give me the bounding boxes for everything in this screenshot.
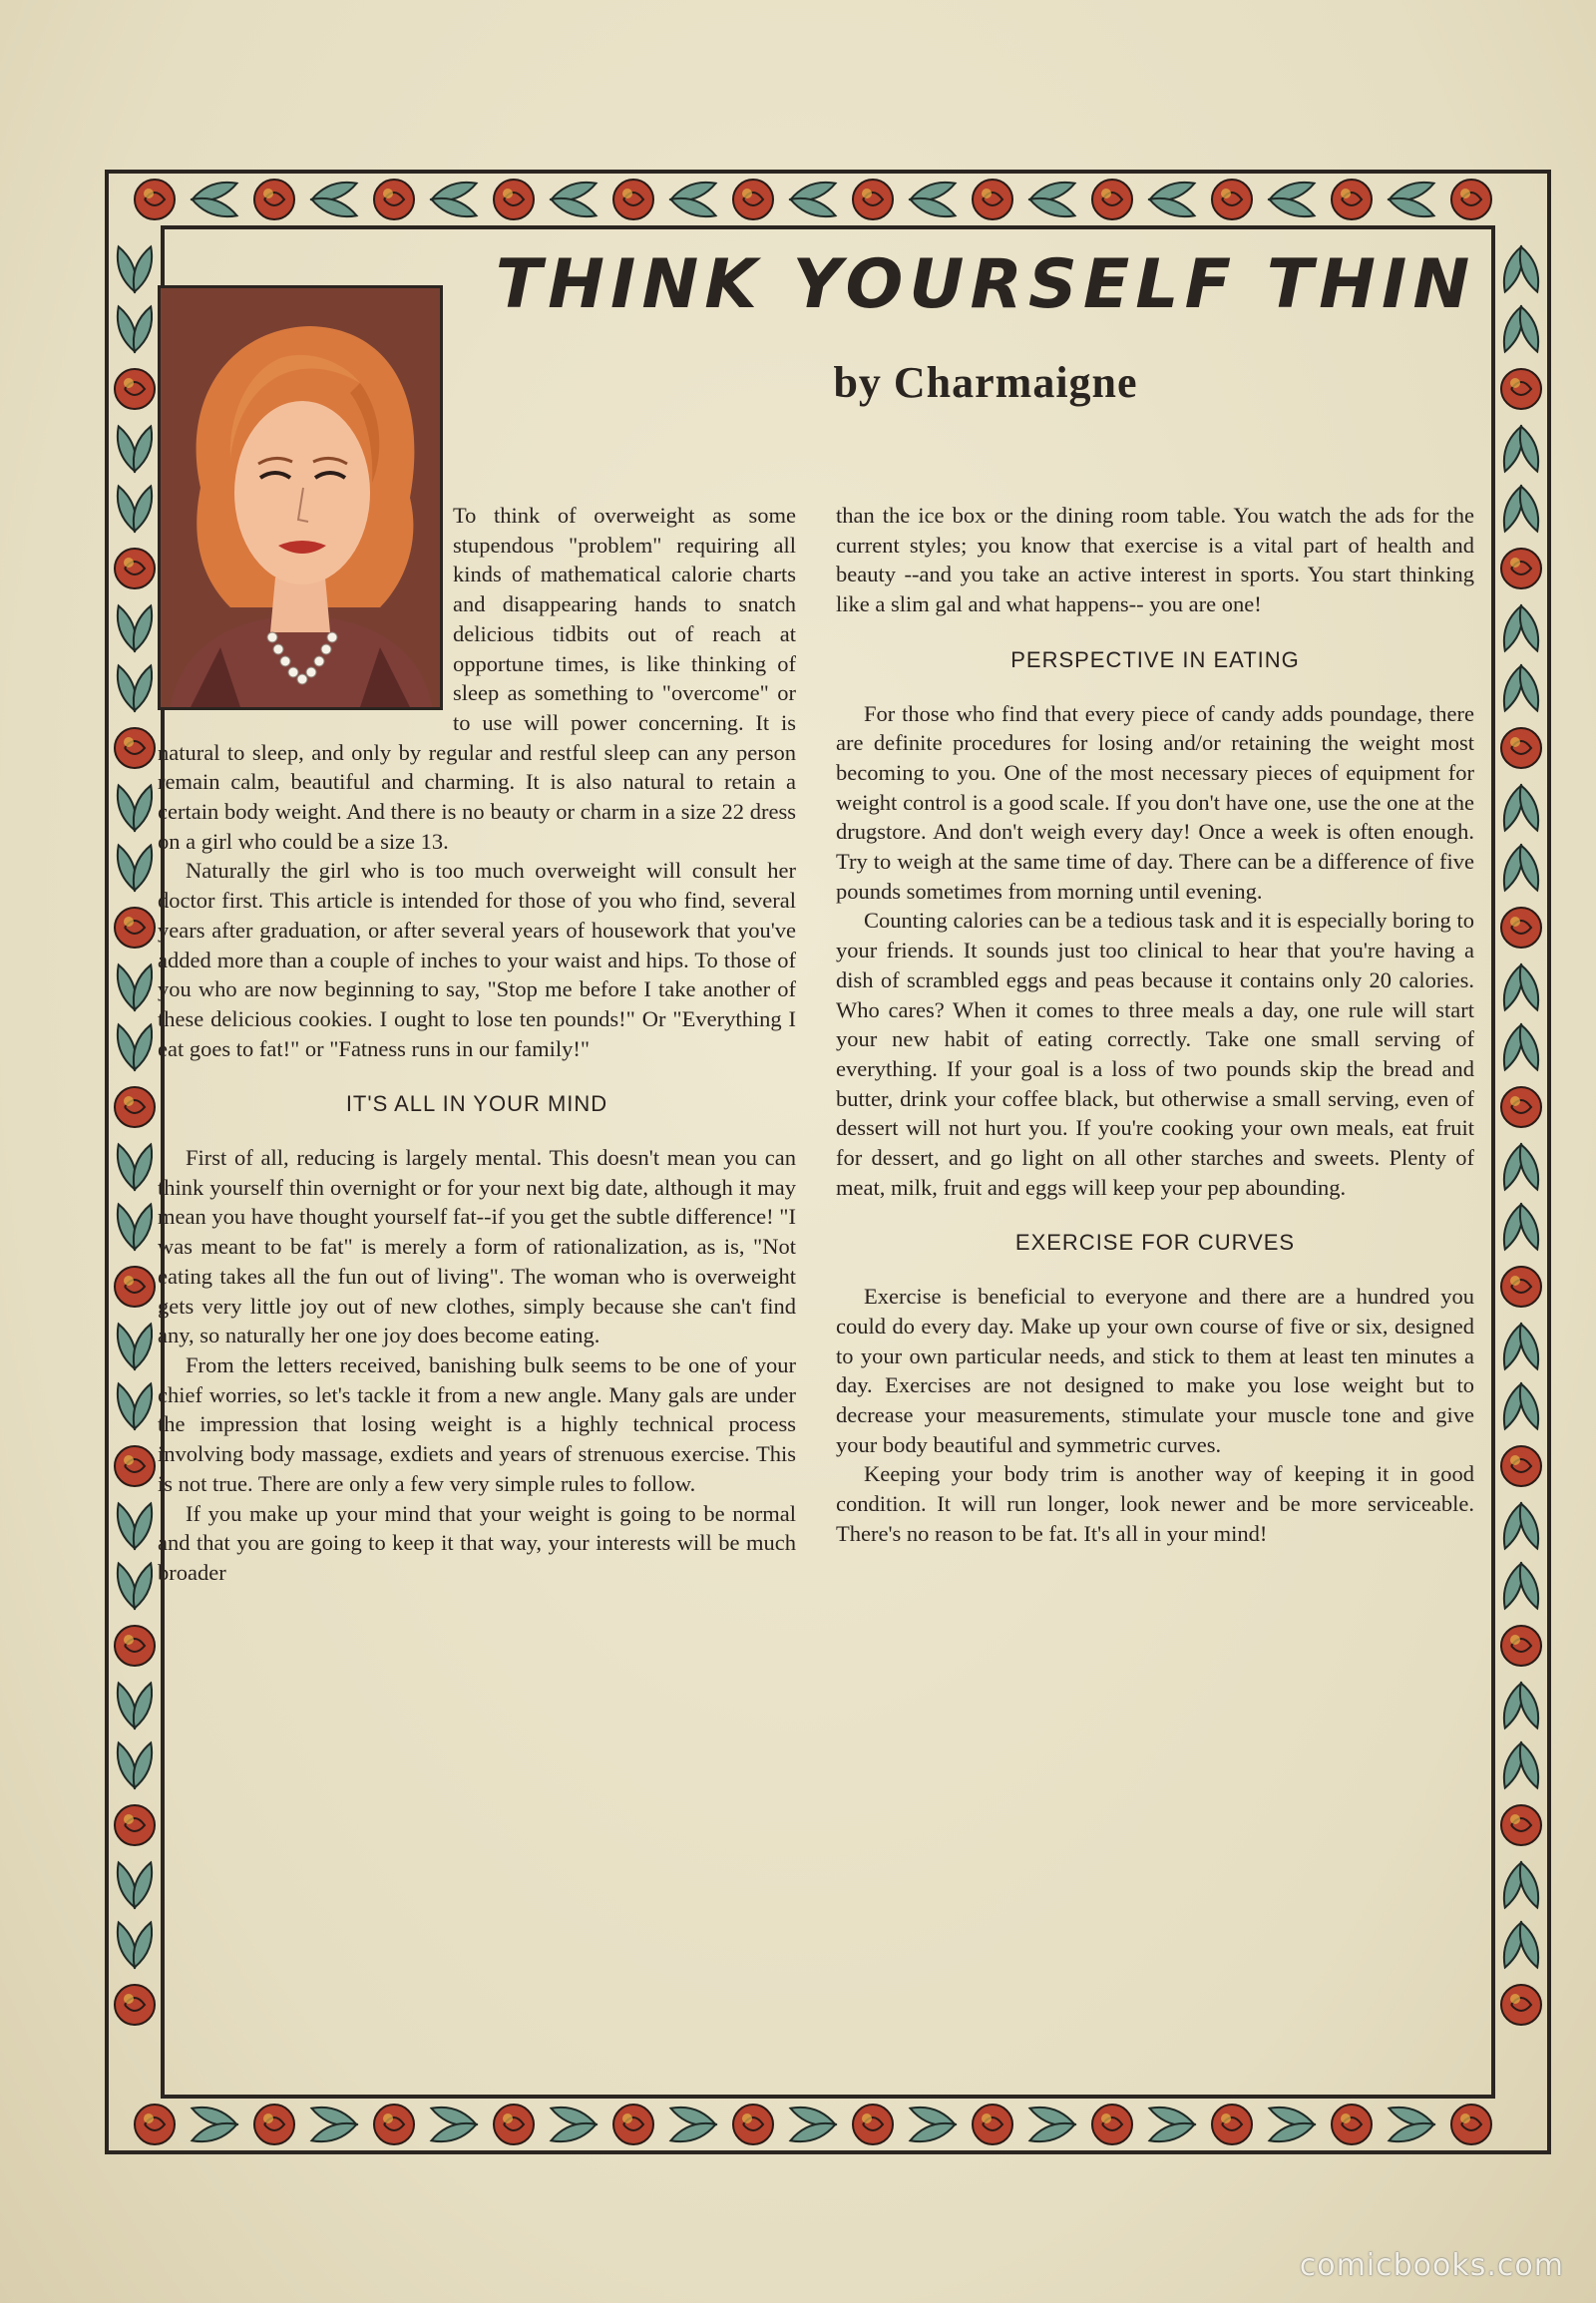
rose-ornament <box>374 2105 414 2144</box>
rose-ornament <box>374 180 414 219</box>
section-heading-mind: IT'S ALL IN YOUR MIND <box>345 1091 608 1117</box>
rose-ornament <box>115 1626 155 1666</box>
rose-ornament <box>1501 728 1541 768</box>
body-paragraph: Keeping your body trim is another way of keeping it in good condition. It will run longer, look newer and be more serviceable. There's no reason to be fat. It's all in your mind! <box>836 1461 1474 1546</box>
article <box>158 239 1484 1975</box>
article-right-column <box>836 501 1474 1549</box>
intro-paragraph: To think of overweight as some stupendous "problem" requiring all kinds of mathematical calorie charts and disappearing hands to snatch delicious tidbits out of reach at opportune times, is like thinking of sleep as something to "overcome" or to use will power concerning. It is natural to sleep, and only by regular and restful sleep can any person remain calm, beautiful and charming. It is also natural to retain a certain body weight. And there is no beauty or charm in a size 22 dress on a girl who could be a size 13. <box>158 503 796 854</box>
rose-ornament <box>1501 1267 1541 1307</box>
rose-ornament <box>1501 1626 1541 1666</box>
rose-ornament <box>1092 2105 1132 2144</box>
rose-ornament <box>115 369 155 409</box>
rose-ornament <box>613 2105 653 2144</box>
body-paragraph: Naturally the girl who is too much overweight will consult her doctor first. This article is intended for those of you who find, several years after graduation, or after several years of housework that you've added more than a couple of inches to your waist and hips. To those of you who are now beginning to say, "Stop me before I take another of these delicious cookies. I ought to lose ten pounds!" Or "Everything I eat goes to fat!" or "Fatness runs in our family!" <box>158 858 796 1061</box>
rose-ornament <box>135 180 175 219</box>
body-paragraph: If you make up your mind that your weight is going to be normal and that you are going to keep it that way, your interests will be much broader <box>158 1500 796 1585</box>
rose-ornament <box>1212 180 1252 219</box>
section-heading-exercise: EXERCISE FOR CURVES <box>1014 1230 1296 1256</box>
rose-ornament <box>1332 2105 1372 2144</box>
article-title: THINK YOURSELF THIN <box>495 245 1476 324</box>
rose-ornament <box>733 2105 773 2144</box>
rose-ornament <box>115 728 155 768</box>
rose-ornament <box>613 180 653 219</box>
rose-ornament <box>853 180 893 219</box>
body-paragraph: For those who find that every piece of candy adds poundage, there are definite procedures for losing and/or retaining the weight most becoming to you. One of the most necessary pieces of equipment for weight control is a good scale. If you don't have one, use the one at the drugstore. And don't weigh every day! Once a week is often enough. Try to weigh at the same time of day. There can be a difference of five pounds sometimes from morning until evening. <box>836 700 1474 904</box>
rose-ornament <box>1501 1446 1541 1486</box>
body-paragraph: From the letters received, banishing bulk seems to be one of your chief worries, so let's tackle it from a new angle. Many gals are under the impression that losing weight is a highly technical process involving body massage, exdiets and years of strenuous exercise. This is not true. There are only a few very simple rules to follow. <box>158 1351 796 1496</box>
rose-ornament <box>115 1985 155 2025</box>
body-paragraph: First of all, reducing is largely mental. This doesn't mean you can think yourself thin overnight or for your next big date, although it may mean you have thought yourself fat--if you get the subtle difference! "I was meant to be fat" is merely a form of rationalization, as is, "Not eating takes all the fun out of living". The woman who is overweight gets very little joy out of new clothes, simply because she can't find any, so naturally her one joy does become eating. <box>158 1145 796 1348</box>
rose-ornament <box>1092 180 1132 219</box>
rose-ornament <box>115 1087 155 1127</box>
rose-ornament <box>1501 908 1541 948</box>
rose-ornament <box>1451 180 1491 219</box>
rose-ornament <box>1501 1805 1541 1845</box>
article-byline: by Charmaigne <box>833 358 1138 407</box>
body-paragraph: Counting calories can be a tedious task and it is especially boring to your friends. It sounds just too clinical to hear that you're having a dish of scrambled eggs and peas because it contains only 20 calories. Who cares? When it comes to three meals a day, one rule will start your new habit of eating correctly. Take one small serving of everything. If your goal is a loss of two pounds skip the bread and butter, drink your coffee black, but otherwise a small serving, even of dessert will not hurt you. If you're cooking your own meals, eat fruit for dessert, and go light on all other starches and sweets. Plenty of meat, milk, fruit and eggs will keep your pep abounding. <box>836 908 1474 1200</box>
rose-ornament <box>115 1805 155 1845</box>
section-heading-perspective: PERSPECTIVE IN EATING <box>1010 646 1300 672</box>
rose-ornament <box>494 2105 534 2144</box>
rose-ornament <box>1451 2105 1491 2144</box>
rose-ornament <box>115 1267 155 1307</box>
site-watermark: comicbooks.com <box>1299 2248 1564 2283</box>
rose-ornament <box>1501 369 1541 409</box>
rose-ornament <box>115 549 155 588</box>
rose-ornament <box>254 2105 294 2144</box>
rose-ornament <box>973 180 1012 219</box>
continued-paragraph: than the ice box or the dining room table. You watch the ads for the current styles; you know that exercise is a vital part of health and beauty --and you take an active interest in sports. You start thinking like a slim gal and what happens-- you are one! <box>836 503 1474 617</box>
rose-ornament <box>853 2105 893 2144</box>
body-paragraph: Exercise is beneficial to everyone and there are a hundred you could do every day. Make up your own course of five or six, designed to your own particular needs, and stick to them at least ten minutes a day. Exercises are not designed to make you lose weight but to decrease your measurements, stimulate your muscle tone and give your body beautiful and symmetric curves. <box>836 1284 1474 1457</box>
rose-ornament <box>1501 549 1541 588</box>
rose-ornament <box>115 908 155 948</box>
rose-ornament <box>135 2105 175 2144</box>
rose-ornament <box>1332 180 1372 219</box>
rose-ornament <box>973 2105 1012 2144</box>
rose-ornament <box>1501 1087 1541 1127</box>
rose-ornament <box>115 1446 155 1486</box>
rose-ornament <box>733 180 773 219</box>
rose-ornament <box>1501 1985 1541 2025</box>
rose-ornament <box>1212 2105 1252 2144</box>
rose-ornament <box>254 180 294 219</box>
article-left-column <box>158 501 796 1588</box>
rose-ornament <box>494 180 534 219</box>
